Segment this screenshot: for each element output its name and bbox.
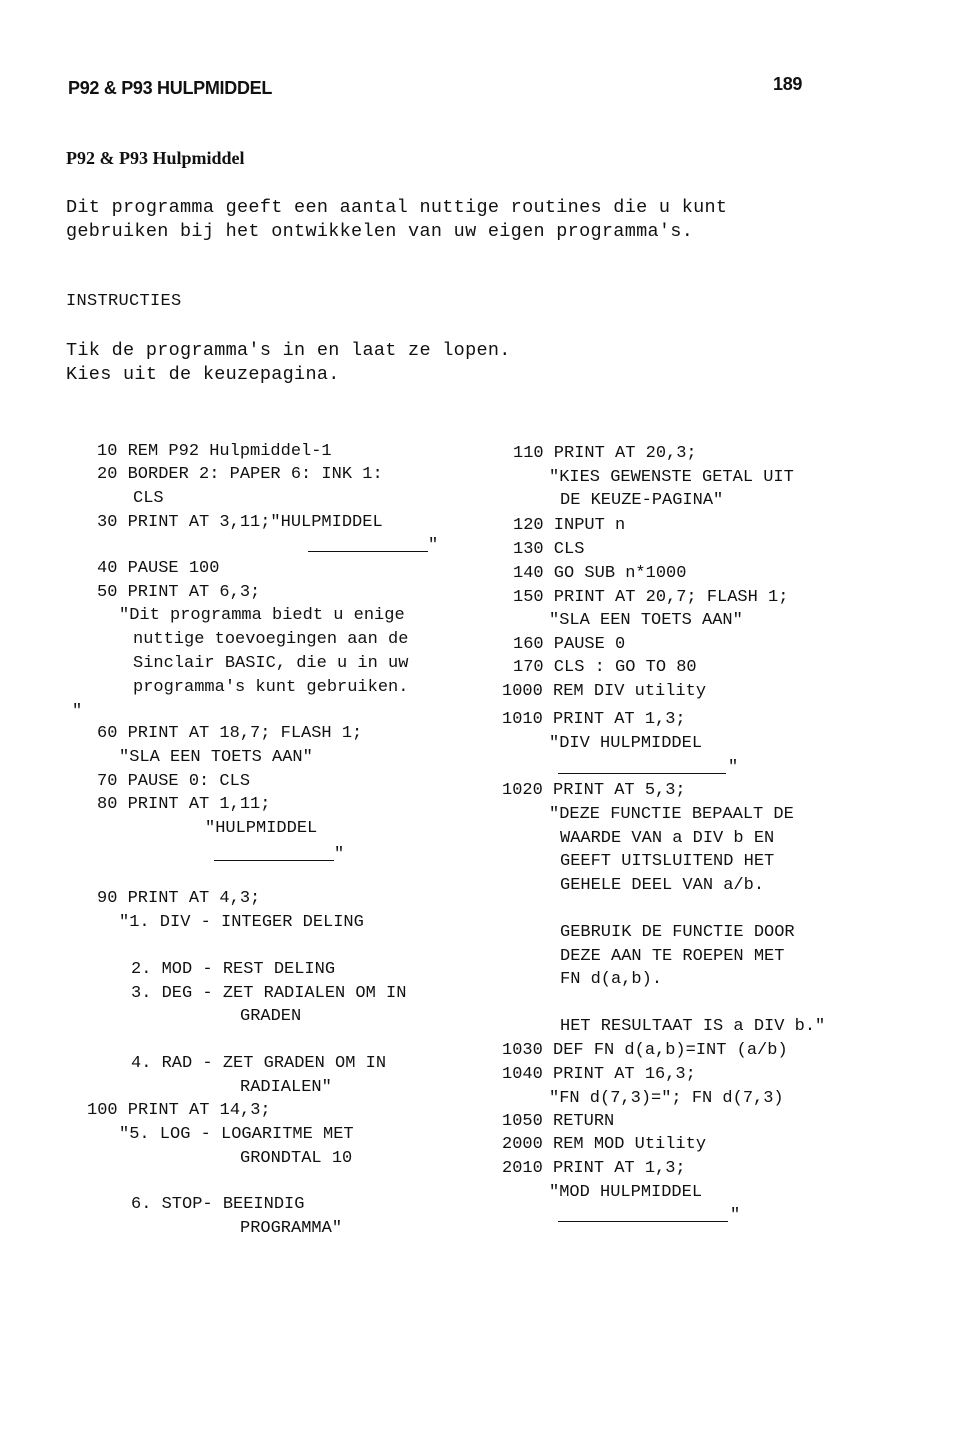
code-line: 110 PRINT AT 20,3; bbox=[513, 444, 697, 463]
code-line: 1030 DEF FN d(a,b)=INT (a/b) bbox=[502, 1041, 788, 1060]
instructions-heading: INSTRUCTIES bbox=[66, 292, 182, 311]
code-line: GEHELE DEEL VAN a/b. bbox=[560, 876, 765, 895]
underline-rule bbox=[558, 773, 726, 774]
code-line: FN d(a,b). bbox=[560, 970, 663, 989]
code-line: 30 PRINT AT 3,11;"HULPMIDDEL bbox=[97, 513, 383, 532]
code-line: 20 BORDER 2: PAPER 6: INK 1: bbox=[97, 465, 383, 484]
code-line: "FN d(7,3)="; FN d(7,3) bbox=[549, 1089, 784, 1108]
code-line: programma's kunt gebruiken. bbox=[133, 678, 409, 697]
code-line: " bbox=[334, 845, 345, 864]
code-line: GEEFT UITSLUITEND HET bbox=[560, 852, 775, 871]
code-line: 1040 PRINT AT 16,3; bbox=[502, 1065, 696, 1084]
code-line: " bbox=[730, 1206, 741, 1225]
code-line: WAARDE VAN a DIV b EN bbox=[560, 829, 775, 848]
code-line: GRADEN bbox=[240, 1007, 302, 1026]
code-line: Sinclair BASIC, die u in uw bbox=[133, 654, 409, 673]
code-line: 120 INPUT n bbox=[513, 516, 626, 535]
code-line: "1. DIV - INTEGER DELING bbox=[119, 913, 364, 932]
code-line: " bbox=[728, 758, 739, 777]
code-line: 2. MOD - REST DELING bbox=[131, 960, 336, 979]
code-line: 80 PRINT AT 1,11; bbox=[97, 795, 271, 814]
article-title: P92 & P93 Hulpmiddel bbox=[66, 148, 245, 168]
code-line: "DIV HULPMIDDEL bbox=[549, 734, 703, 753]
instruction-line-2: Kies uit de keuzepagina. bbox=[66, 364, 340, 385]
code-line: 10 REM P92 Hulpmiddel-1 bbox=[97, 442, 332, 461]
code-line: 1050 RETURN bbox=[502, 1112, 615, 1131]
code-line: 6. STOP- BEEINDIG bbox=[131, 1195, 305, 1214]
code-line: "DEZE FUNCTIE BEPAALT DE bbox=[549, 805, 794, 824]
code-line: 60 PRINT AT 18,7; FLASH 1; bbox=[97, 724, 363, 743]
code-line: GEBRUIK DE FUNCTIE DOOR bbox=[560, 923, 795, 942]
underline-rule bbox=[308, 551, 428, 552]
code-line: "SLA EEN TOETS AAN" bbox=[549, 611, 743, 630]
code-line: DEZE AAN TE ROEPEN MET bbox=[560, 947, 785, 966]
code-line: 2000 REM MOD Utility bbox=[502, 1135, 707, 1154]
intro-line-1: Dit programma geeft een aantal nuttige routines die u kunt bbox=[66, 197, 728, 218]
code-line: HET RESULTAAT IS a DIV b." bbox=[560, 1017, 826, 1036]
code-line: 1020 PRINT AT 5,3; bbox=[502, 781, 686, 800]
code-line: 160 PAUSE 0 bbox=[513, 635, 626, 654]
code-line: "HULPMIDDEL bbox=[205, 819, 318, 838]
code-line: RADIALEN" bbox=[240, 1078, 332, 1097]
code-line: "MOD HULPMIDDEL bbox=[549, 1183, 703, 1202]
code-line: "5. LOG - LOGARITME MET bbox=[119, 1125, 354, 1144]
code-line: " bbox=[428, 536, 439, 555]
code-line: GRONDTAL 10 bbox=[240, 1149, 353, 1168]
code-line: 150 PRINT AT 20,7; FLASH 1; bbox=[513, 588, 789, 607]
code-line: " bbox=[72, 702, 83, 721]
code-line: 90 PRINT AT 4,3; bbox=[97, 889, 261, 908]
code-line: 140 GO SUB n*1000 bbox=[513, 564, 687, 583]
code-line: 100 PRINT AT 14,3; bbox=[87, 1101, 271, 1120]
code-line: "Dit programma biedt u enige bbox=[119, 606, 405, 625]
code-line: 70 PAUSE 0: CLS bbox=[97, 772, 251, 791]
code-line: 4. RAD - ZET GRADEN OM IN bbox=[131, 1054, 387, 1073]
code-line: 2010 PRINT AT 1,3; bbox=[502, 1159, 686, 1178]
code-line: 3. DEG - ZET RADIALEN OM IN bbox=[131, 984, 407, 1003]
code-line: 50 PRINT AT 6,3; bbox=[97, 583, 261, 602]
code-line: nuttige toevoegingen aan de bbox=[133, 630, 409, 649]
code-line: "KIES GEWENSTE GETAL UIT bbox=[549, 468, 794, 487]
code-line: "SLA EEN TOETS AAN" bbox=[119, 748, 313, 767]
code-line: PROGRAMMA" bbox=[240, 1219, 343, 1238]
instruction-line-1: Tik de programma's in en laat ze lopen. bbox=[66, 340, 511, 361]
underline-rule bbox=[214, 860, 334, 861]
code-line: CLS bbox=[133, 489, 164, 508]
code-line: 40 PAUSE 100 bbox=[97, 559, 220, 578]
code-line: DE KEUZE-PAGINA" bbox=[560, 491, 724, 510]
intro-line-2: gebruiken bij het ontwikkelen van uw eigen programma's. bbox=[66, 221, 694, 242]
code-line: 1000 REM DIV utility bbox=[502, 682, 707, 701]
code-line: 170 CLS : GO TO 80 bbox=[513, 658, 697, 677]
section-header: P92 & P93 HULPMIDDEL bbox=[68, 78, 273, 98]
code-line: 1010 PRINT AT 1,3; bbox=[502, 710, 686, 729]
underline-rule bbox=[558, 1221, 728, 1222]
page-number: 189 bbox=[773, 74, 803, 94]
code-line: 130 CLS bbox=[513, 540, 585, 559]
